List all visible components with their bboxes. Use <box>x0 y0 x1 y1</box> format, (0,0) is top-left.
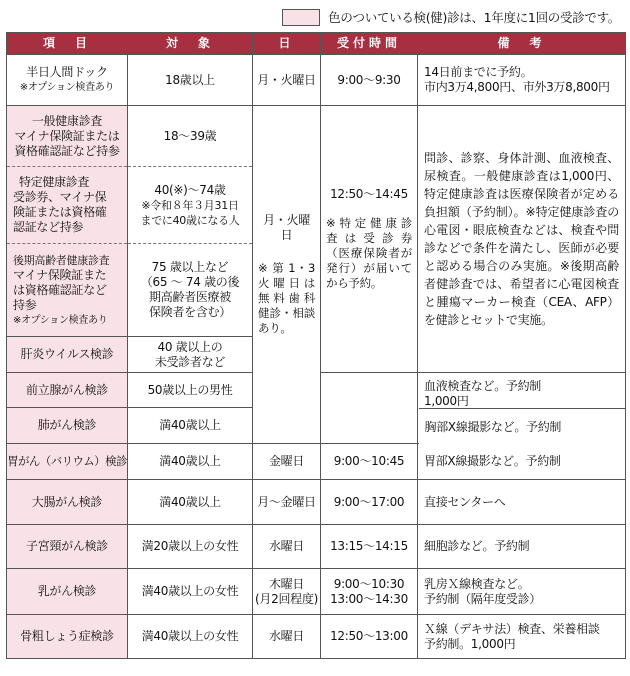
target-cell: 18歳以上 <box>128 55 253 106</box>
target-cell: 18〜39歳 <box>128 106 253 167</box>
note-cell: 細胞診など。予約制 <box>418 525 626 569</box>
time-empty-cell <box>321 373 418 444</box>
item-label: 特定健康診査 <box>19 175 90 189</box>
item-line: マイナ保険証また <box>13 267 107 282</box>
time-cell: 12:50〜13:00 <box>321 615 418 659</box>
time-line: 9:00〜10:30 <box>333 576 405 591</box>
note-group-cell: 問診、診察、身体計測、血液検査、尿検査。一般健康診査は1,000円、特定健康診査は医療保険者が定める負担額（予約制）。※特定健康診査の心電図・眼底検査などは、検査や問診などで条件を満たし、医師が必要と認める場合のみ実施。※後期高齢者健診査では、希望者に心電図検査と腫瘍マーカー検査（CEA、AFP）を健診とセットで実施。 <box>418 106 626 373</box>
target-cell: 満40歳以上の女性 <box>128 615 253 659</box>
target-cell: 満40歳以上 <box>128 408 253 444</box>
item-cell: 大腸がん検診 <box>7 480 128 525</box>
note-line: 市内3万4,800円、市外3万8,800円 <box>424 80 610 94</box>
item-line: 険証または資格確 <box>13 205 107 219</box>
header-row <box>7 33 626 55</box>
day-cell <box>253 569 321 615</box>
note-cell: 直接センターへ <box>418 480 626 525</box>
day-line: (月2回程度) <box>255 591 318 606</box>
time-line: 13:00〜14:30 <box>330 591 408 606</box>
item-label: 後期高齢者健康診査 <box>13 253 110 267</box>
target-line: 未受診者など <box>154 354 226 369</box>
day-cell: 水曜日 <box>253 525 321 569</box>
table-row <box>7 444 626 480</box>
header-item: 項 目 <box>7 33 128 55</box>
target-line: までに40歳になる人 <box>140 213 240 227</box>
target-line: 40(※)〜74歳 <box>154 182 226 197</box>
item-line: 認証など持参 <box>13 220 84 234</box>
header-day: 日 <box>253 33 321 55</box>
item-cell: 肝炎ウイルス検診 <box>7 337 128 373</box>
item-cell <box>7 55 128 106</box>
time-cell: 13:15〜14:15 <box>321 525 418 569</box>
target-cell <box>128 167 253 244</box>
note-line: 血液検査など。予約制 <box>424 379 542 393</box>
note-line: 14日前までに予約。 <box>424 65 533 79</box>
target-cell <box>128 337 253 373</box>
item-sub: ※オプション検査あり <box>13 314 108 326</box>
item-cell: 乳がん検診 <box>7 569 128 615</box>
target-line: 75 歳以上など <box>151 260 229 274</box>
item-cell: 肺がん検診 <box>7 408 128 444</box>
target-cell: 満20歳以上の女性 <box>128 525 253 569</box>
table-row <box>7 55 626 106</box>
note-hai: 胸部X線撮影など。予約制 <box>419 408 625 444</box>
item-line: 資格確認証など持参 <box>14 143 120 158</box>
item-label: 半日人間ドック <box>26 65 108 79</box>
item-sub: ※オプション検査あり <box>19 82 115 93</box>
item-cell: 骨粗しょう症検診 <box>7 615 128 659</box>
day-cell: 金曜日 <box>253 444 321 480</box>
header-target: 対 象 <box>128 33 253 55</box>
table-row <box>7 615 626 659</box>
note-cell <box>418 569 626 615</box>
header-time: 受付時間 <box>321 33 418 55</box>
item-cell <box>7 167 128 244</box>
legend <box>282 6 620 28</box>
item-cell: 子宮頸がん検診 <box>7 525 128 569</box>
item-cell: 胃がん（バリウム）検診 <box>7 444 128 480</box>
day-line: 木曜日 <box>268 576 305 591</box>
note-line: 予約制。1,000円 <box>424 636 516 651</box>
day-cell: 水曜日 <box>253 615 321 659</box>
note-line: 乳房Ｘ線検査など。 <box>424 576 530 591</box>
day-cell: 月・火曜日 <box>253 55 321 106</box>
time-cell: 9:00〜9:30 <box>321 55 418 106</box>
target-cell: 満40歳以上 <box>128 444 253 480</box>
note-cell <box>418 615 626 659</box>
target-line: ※令和８年３月31日 <box>141 198 239 212</box>
day-group-note: ※ 第 1・3 火 曜 日 は 無料歯科 健診・相談 あり。 <box>258 261 315 335</box>
time-group-label: 12:50〜14:45 <box>330 187 408 201</box>
time-cell <box>321 569 418 615</box>
target-line: 期高齢者医療被 <box>149 290 231 304</box>
item-line: 持参 <box>13 297 37 312</box>
table-row <box>7 480 626 525</box>
note-cell: 胃部X線撮影など。予約制 <box>418 444 626 480</box>
target-line: 40 歳以上の <box>157 339 223 354</box>
table-row <box>7 525 626 569</box>
target-line: 保険者を含む） <box>149 305 231 319</box>
item-cell <box>7 106 128 167</box>
target-cell <box>128 244 253 337</box>
time-cell: 9:00〜17:00 <box>321 480 418 525</box>
item-line: マイナ保険証または <box>14 128 120 143</box>
note-line: Ｘ線（デキサ法）検査、栄養相談 <box>424 621 600 636</box>
note-cell <box>418 55 626 106</box>
table-row <box>7 569 626 615</box>
table-row <box>7 106 626 167</box>
legend-swatch <box>282 9 320 26</box>
day-cell: 月〜金曜日 <box>253 480 321 525</box>
time-cell: 9:00〜10:45 <box>321 444 418 480</box>
item-cell <box>7 244 128 337</box>
time-group-cell <box>321 106 418 373</box>
item-line: 受診券、マイナ保 <box>13 190 107 204</box>
header-note: 備 考 <box>418 33 626 55</box>
day-group-cell <box>253 106 321 444</box>
item-cell: 前立腺がん検診 <box>7 373 128 408</box>
screening-table <box>6 32 626 659</box>
note-line: 1,000円 <box>424 394 469 408</box>
item-label: 一般健康診査 <box>31 113 103 128</box>
note-line: 予約制（隔年度受診） <box>424 591 542 606</box>
legend-text: 色のついている検(健)診は、1年度に1回の受診です。 <box>328 10 620 25</box>
target-cell: 満40歳以上の女性 <box>128 569 253 615</box>
target-cell: 満40歳以上 <box>128 480 253 525</box>
day-group-label: 月・火曜日 <box>263 213 310 242</box>
time-group-note: ※ 特 定 健 康 診 査 は 受 診 券（医療保険者が発行）が届いてから予約。 <box>326 216 412 290</box>
target-line: （65 〜 74 歳の後 <box>140 275 240 289</box>
item-line: は資格確認証など <box>13 282 107 297</box>
target-cell: 50歳以上の男性 <box>128 373 253 408</box>
